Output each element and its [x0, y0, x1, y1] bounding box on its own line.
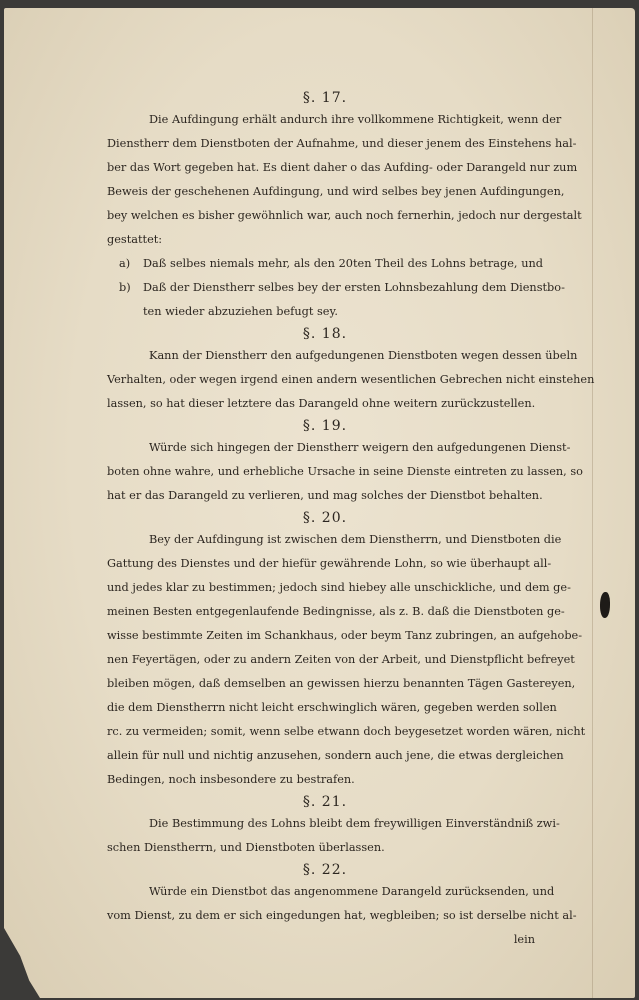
text-line: hat er das Darangeld zu verlieren, und mag solches der Dienstbot behalten.: [107, 489, 543, 502]
text-line: Die Aufdingung erhält andurch ihre vollkommene Richtigkeit, wenn der: [149, 113, 562, 126]
text-line: die dem Dienstherrn nicht leicht erschwinglich wären, gegeben werden sollen: [107, 701, 557, 714]
text-line: wisse bestimmte Zeiten im Schankhaus, oder beym Tanz zubringen, an aufgehobe-: [107, 629, 583, 642]
ink-blot: [600, 592, 610, 618]
text-line: und jedes klar zu bestimmen; jedoch sind hiebey alle unschickliche, und dem ge-: [107, 581, 571, 594]
text-line: boten ohne wahre, und erhebliche Ursache in seine Dienste eintreten zu lassen, so: [107, 465, 583, 478]
text-line: Dienstherr dem Dienstboten der Aufnahme, und dieser jenem des Einstehens hal-: [107, 137, 577, 150]
list-item-label: a): [119, 257, 131, 270]
text-line: lassen, so hat dieser letztere das Darangeld ohne weitern zurückzustellen.: [107, 397, 536, 410]
text-line: Verhalten, oder wegen irgend einen andern wesentlichen Gebrechen nicht einstehen: [107, 373, 595, 386]
section-heading: §. 17.: [302, 90, 348, 106]
text-line: vom Dienst, zu dem er sich eingedungen hat, wegbleiben; so ist derselbe nicht al-: [107, 909, 577, 922]
text-line: nen Feyertägen, oder zu andern Zeiten von der Arbeit, und Dienstpflicht befreyet: [107, 653, 575, 666]
text-line: Die Bestimmung des Lohns bleibt dem freywilligen Einverständniß zwi-: [149, 817, 560, 830]
text-line: Gattung des Dienstes und der hiefür gewährende Lohn, so wie überhaupt all-: [107, 557, 552, 570]
list-item: [107, 252, 543, 276]
list-item: [107, 300, 543, 324]
text-line: ber das Wort gegeben hat. Es dient daher o das Aufding- oder Darangeld nur zum: [107, 161, 578, 174]
list-item-text: ten wieder abzuziehen befugt sey.: [143, 305, 338, 318]
list-item-text: Daß der Dienstherr selbes bey der ersten Lohnsbezahlung dem Dienstbo-: [143, 281, 565, 294]
list-item: [107, 276, 565, 300]
text-line: schen Dienstherrn, und Dienstboten überlassen.: [107, 841, 385, 854]
section-heading: §. 18.: [302, 326, 348, 342]
section-heading: §. 19.: [302, 418, 348, 434]
text-line: Würde sich hingegen der Dienstherr weigern den aufgedungenen Dienst-: [149, 441, 571, 454]
text-line: gestattet:: [107, 233, 163, 246]
text-line: Bey der Aufdingung ist zwischen dem Dienstherrn, und Dienstboten die: [149, 533, 562, 546]
section-heading: §. 21.: [302, 794, 348, 810]
text-line: rc. zu vermeiden; somit, wenn selbe etwann doch beygesetzet worden wären, nicht: [107, 725, 586, 738]
text-line: Kann der Dienstherr den aufgedungenen Dienstboten wegen dessen übeln: [149, 349, 578, 362]
document-body: [107, 88, 595, 952]
text-line: Beweis der geschehenen Aufdingung, und wird selbes bey jenen Aufdingungen,: [107, 185, 565, 198]
text-line: meinen Besten entgegenlaufende Bedingnisse, als z. B. daß die Dienstboten ge-: [107, 605, 565, 618]
fold-line: [592, 8, 593, 998]
text-line: bleiben mögen, daß demselben an gewissen hierzu benannten Tägen Gastereyen,: [107, 677, 576, 690]
text-line: bey welchen es bisher gewöhnlich war, auch noch fernerhin, jedoch nur dergestalt: [107, 209, 582, 222]
list-item-label: b): [119, 281, 131, 294]
catchword: lein: [513, 933, 535, 946]
section-heading: §. 20.: [302, 510, 348, 526]
text-line: Bedingen, noch insbesondere zu bestrafen.: [107, 773, 355, 786]
section-heading: §. 22.: [302, 862, 348, 878]
list-item-text: Daß selbes niemals mehr, als den 20ten Theil des Lohns betrage, und: [143, 257, 543, 270]
text-line: allein für null und nichtig anzusehen, sondern auch jene, die etwas dergleichen: [107, 749, 564, 762]
text-line: Würde ein Dienstbot das angenommene Darangeld zurücksenden, und: [149, 885, 555, 898]
